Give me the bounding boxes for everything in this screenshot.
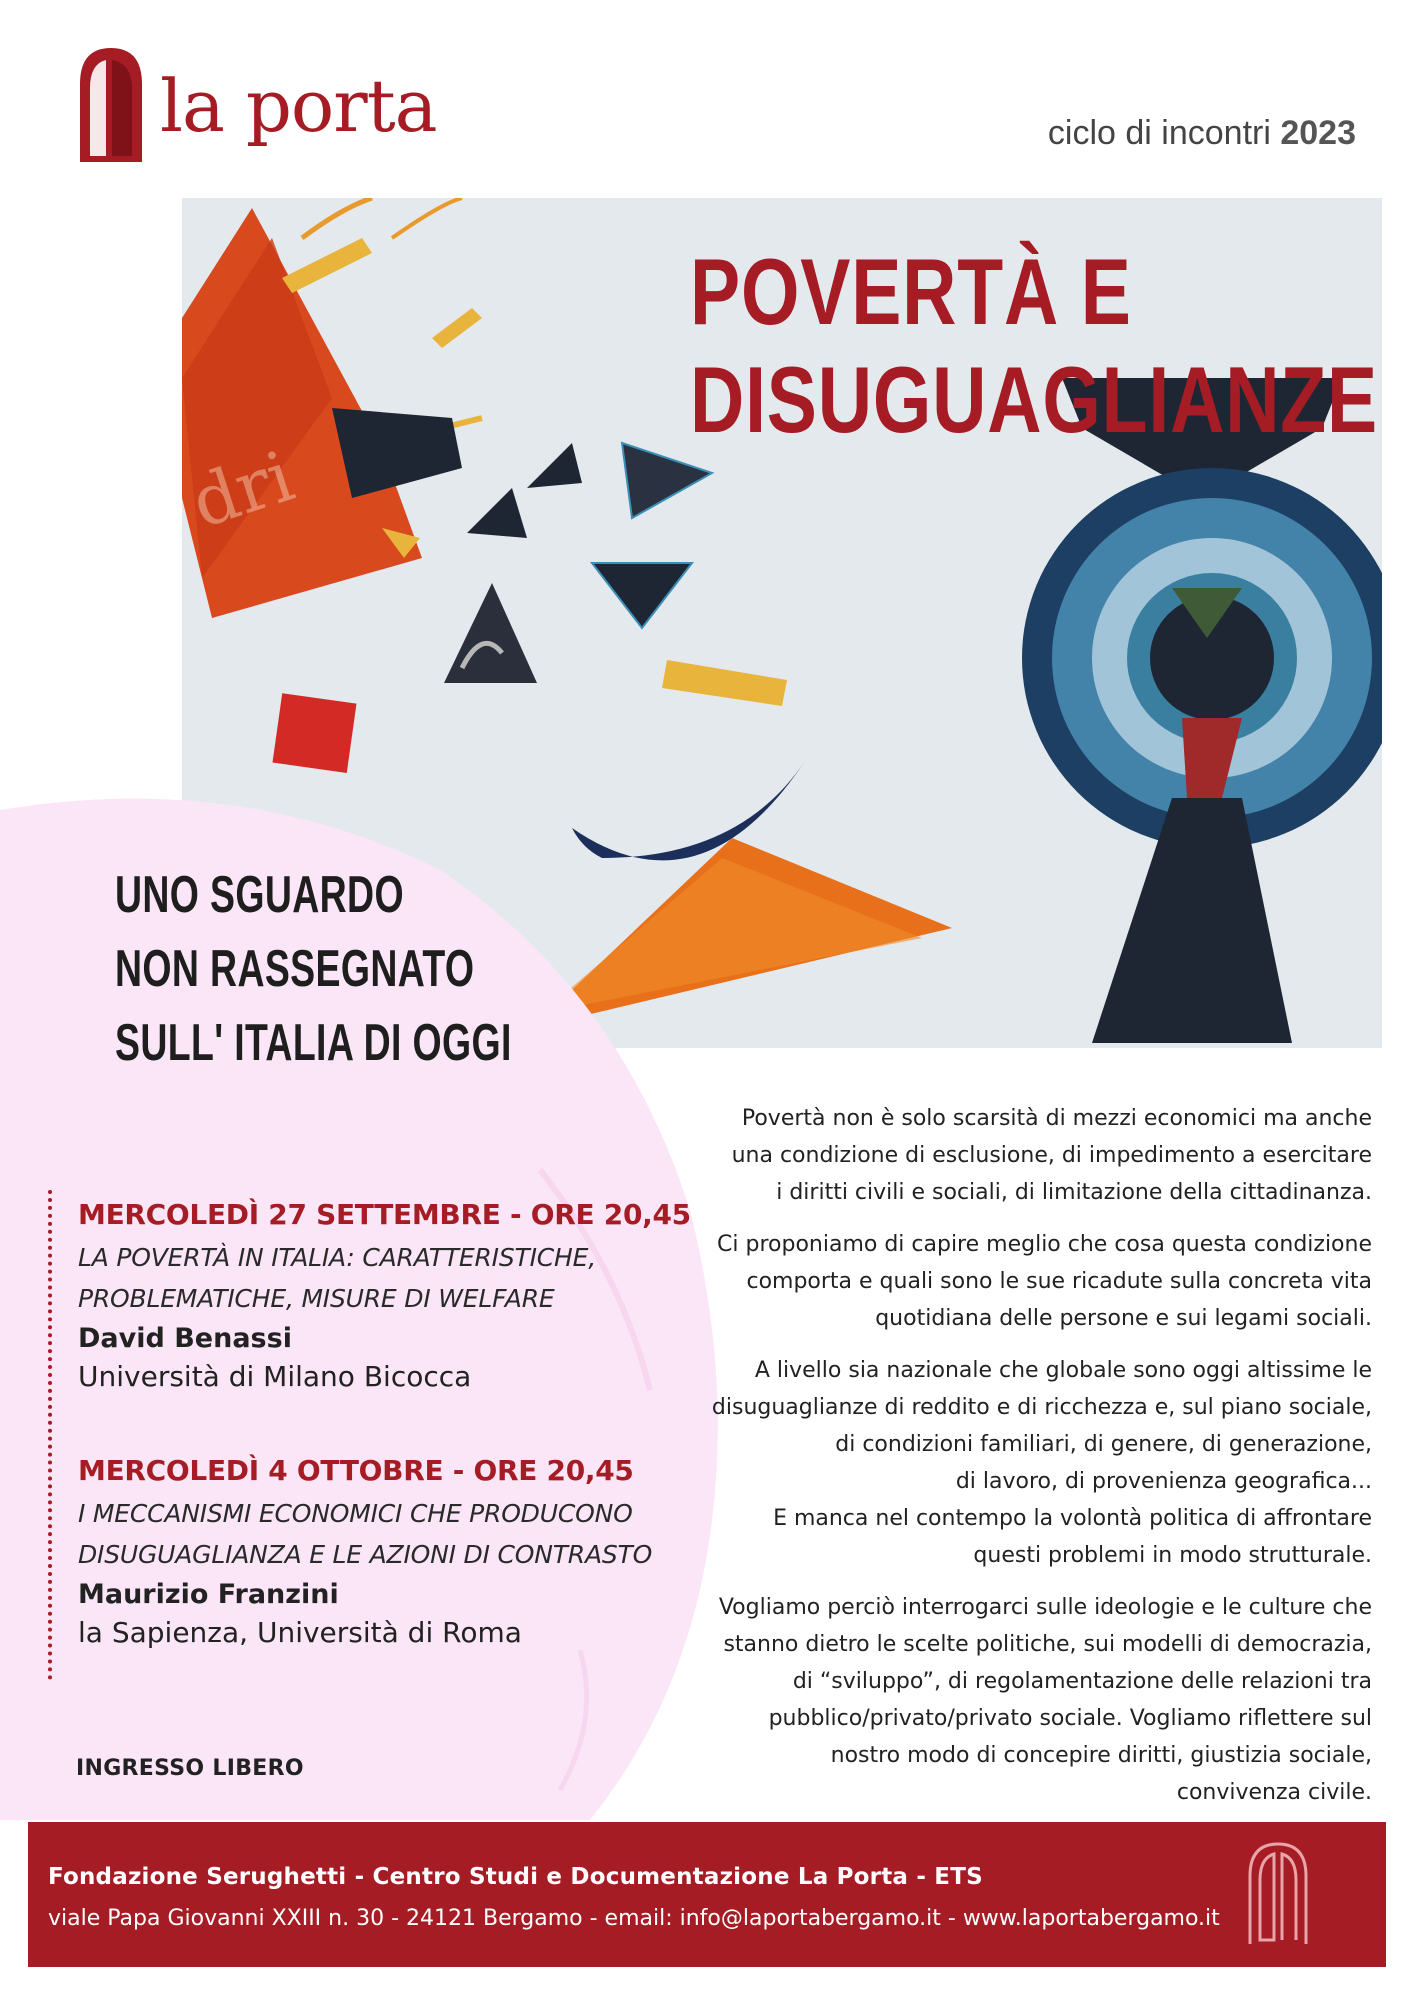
series-label xyxy=(1048,114,1356,153)
description-paragraph xyxy=(700,1226,1372,1337)
description-line: Ci proponiamo di capire meglio che cosa questa condizione xyxy=(717,1232,1372,1257)
description-line: una condizione di esclusione, di impedimento a esercitare xyxy=(731,1143,1372,1168)
footer-bar xyxy=(28,1822,1386,1967)
artwork-text: dri xyxy=(182,435,303,545)
description-paragraph xyxy=(700,1352,1372,1574)
door-logo-icon xyxy=(1246,1840,1310,1948)
event-affiliation: la Sapienza, Università di Roma xyxy=(78,1616,522,1649)
description-line: pubblico/privato/privato sociale. Vogliamo riflettere sul xyxy=(768,1706,1372,1731)
description-line: nostro modo di concepire diritti, giustizia sociale, xyxy=(830,1743,1372,1768)
description-paragraph xyxy=(700,1100,1372,1211)
description-line: i diritti civili e sociali, di limitazione della cittadinanza. xyxy=(776,1180,1372,1205)
events-list xyxy=(48,1190,742,1680)
description-line: di condizioni familiari, di genere, di generazione, xyxy=(835,1432,1372,1457)
description-paragraph xyxy=(700,1589,1372,1811)
event-date: MERCOLEDÌ 4 OTTOBRE - ORE 20,45 xyxy=(78,1454,634,1487)
description-line: di lavoro, di provenienza geografica... xyxy=(955,1469,1372,1494)
event-speaker: David Benassi xyxy=(78,1323,292,1354)
event-item xyxy=(78,1198,691,1393)
series-prefix: ciclo di incontri xyxy=(1047,114,1271,152)
series-year: 2023 xyxy=(1280,114,1356,152)
description-line: E manca nel contempo la volontà politica di affrontare xyxy=(773,1506,1372,1531)
tagline-line1: UNO SGUARDO xyxy=(115,866,404,924)
description-line: A livello sia nazionale che globale sono oggi altissime le xyxy=(754,1358,1372,1383)
event-speaker: Maurizio Franzini xyxy=(78,1579,339,1610)
description-line: comporta e quali sono le sue ricadute sulla concreta vita xyxy=(746,1269,1372,1294)
event-affiliation: Università di Milano Bicocca xyxy=(78,1360,472,1393)
event-topic xyxy=(78,1493,652,1575)
description-line: Vogliamo perciò interrogarci sulle ideologie e le culture che xyxy=(718,1595,1372,1620)
description-line: questi problemi in modo strutturale. xyxy=(973,1543,1372,1568)
tagline-line2: NON RASSEGNATO xyxy=(115,940,475,998)
event-topic-line1: I MECCANISMI ECONOMICI CHE PRODUCONO xyxy=(78,1499,633,1528)
logo-text: la porta xyxy=(160,64,437,148)
main-title-line2: DISUGUAGLIANZE xyxy=(690,347,1378,452)
tagline-line3: SULL' ITALIA DI OGGI xyxy=(115,1014,512,1072)
description-line: Povertà non è solo scarsità di mezzi economici ma anche xyxy=(741,1106,1372,1131)
description xyxy=(700,1100,1372,1826)
footer-organization: Fondazione Serughetti - Centro Studi e Documentazione La Porta - ETS xyxy=(48,1864,983,1890)
description-line: quotidiana delle persone e sui legami sociali. xyxy=(875,1306,1372,1331)
la-porta-logo-icon xyxy=(76,44,146,164)
description-line: di “sviluppo”, di regolamentazione delle relazioni tra xyxy=(792,1669,1372,1694)
event-topic xyxy=(78,1237,691,1319)
main-title-line1: POVERTÀ E xyxy=(690,239,1132,344)
event-topic-line1: LA POVERTÀ IN ITALIA: CARATTERISTICHE, xyxy=(78,1243,596,1272)
tagline xyxy=(115,858,512,1080)
footer-address: viale Papa Giovanni XXIII n. 30 - 24121 Bergamo - email: info@laportabergamo.it - www.laportabergamo.it xyxy=(48,1906,1220,1931)
free-entry-label: INGRESSO LIBERO xyxy=(76,1756,304,1781)
description-line: disuguaglianze di reddito e di ricchezza e, sul piano sociale, xyxy=(711,1395,1372,1420)
main-title xyxy=(690,238,1378,454)
event-item xyxy=(78,1454,652,1649)
description-line: stanno dietro le scelte politiche, sui modelli di democrazia, xyxy=(723,1632,1372,1657)
event-topic-line2: DISUGUAGLIANZA E LE AZIONI DI CONTRASTO xyxy=(78,1540,653,1569)
description-line: convivenza civile. xyxy=(1176,1780,1372,1805)
event-topic-line2: PROBLEMATICHE, MISURE DI WELFARE xyxy=(78,1284,555,1313)
event-date: MERCOLEDÌ 27 SETTEMBRE - ORE 20,45 xyxy=(78,1198,691,1231)
